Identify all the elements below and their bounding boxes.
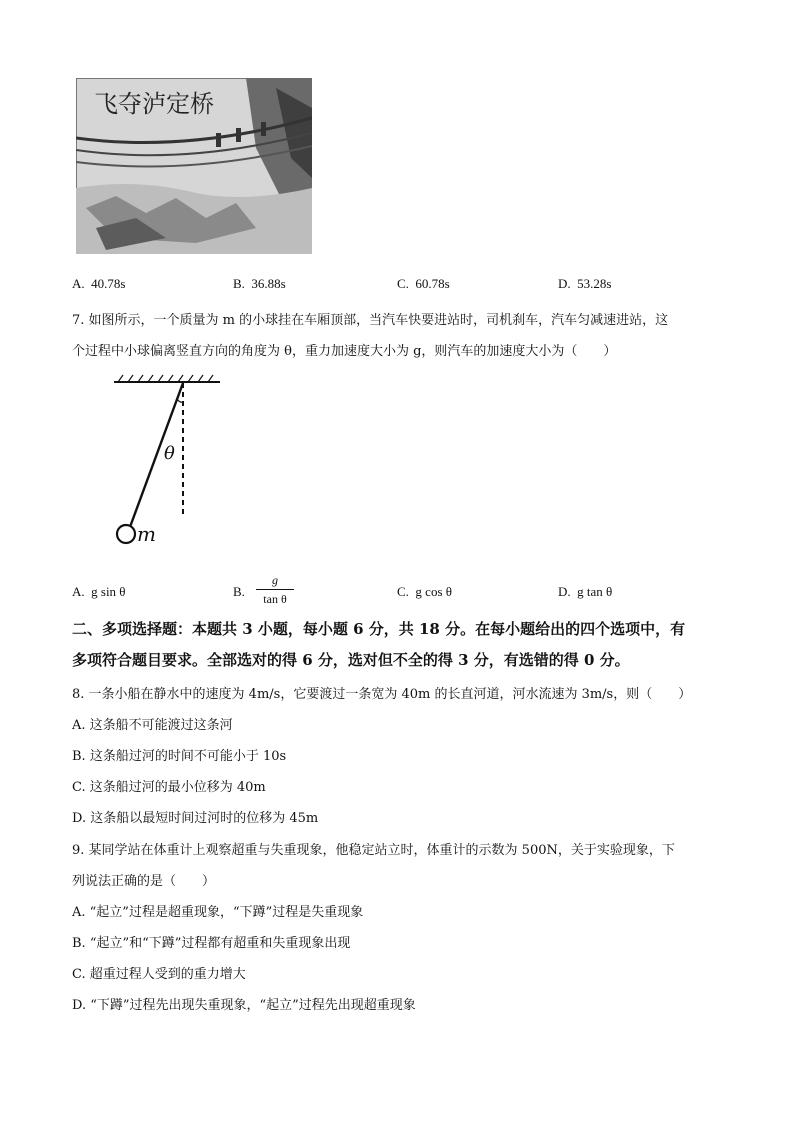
option-text: g sin θ xyxy=(91,584,126,599)
q7-option-b-fraction xyxy=(256,573,294,606)
q7-stem-line2: 个过程中小球偏离竖直方向的角度为 θ，重力加速度大小为 g，则汽车的加速度大小为（ ） xyxy=(72,344,617,359)
q7-option-a xyxy=(72,584,126,600)
option-text: 53.28s xyxy=(577,276,612,291)
q8-stem: 8. 一条小船在静水中的速度为 4m/s，它要渡过一条宽为 40m 的长直河道，河水流速为 3m/s，则（ ） xyxy=(72,687,692,702)
q8-option-b: B. 这条船过河的时间不可能小于 10s xyxy=(72,749,287,764)
fraction-bar xyxy=(256,589,294,590)
q7-option-d xyxy=(558,584,612,600)
q6-option-c xyxy=(397,276,450,292)
option-letter: B. xyxy=(233,276,245,291)
fraction-denominator: tan θ xyxy=(263,592,287,606)
q9-option-d: D. “下蹲”过程先出现失重现象，“起立”过程先出现超重现象 xyxy=(72,998,416,1013)
section2-heading-line2: 多项符合题目要求。全部选对的得 6 分，选对但不全的得 3 分，有选错的得 0 分。 xyxy=(72,651,630,669)
q6-option-d xyxy=(558,276,611,292)
q9-option-a: A. “起立”过程是超重现象，“下蹲”过程是失重现象 xyxy=(72,905,364,920)
option-letter: D. xyxy=(558,276,571,291)
photo-caption: 飞夺泸定桥 xyxy=(94,90,214,118)
option-letter: C. xyxy=(397,584,409,599)
q6-option-b xyxy=(233,276,286,292)
q6-option-a xyxy=(72,276,125,292)
fraction-numerator: g xyxy=(272,573,278,587)
luding-bridge-photo xyxy=(76,78,312,254)
q7-stem-line1: 7. 如图所示，一个质量为 m 的小球挂在车厢顶部，当汽车快要进站时，司机刹车，汽车匀减速进站，这 xyxy=(72,313,669,328)
option-text: 36.88s xyxy=(251,276,286,291)
angle-label: θ xyxy=(164,443,175,464)
option-text: 60.78s xyxy=(415,276,450,291)
q9-stem-line2: 列说法正确的是（ ） xyxy=(72,874,216,889)
option-text: g tan θ xyxy=(577,584,613,599)
section2-heading-line1: 二、多项选择题：本题共 3 小题，每小题 6 分，共 18 分。在每小题给出的四个选项中，有 xyxy=(72,620,686,638)
q8-option-a: A. 这条船不可能渡过这条河 xyxy=(72,718,233,733)
option-letter: A. xyxy=(72,584,85,599)
q9-option-b: B. “起立”和“下蹲”过程都有超重和失重现象出现 xyxy=(72,936,351,951)
q7-option-c xyxy=(397,584,452,600)
q9-option-c: C. 超重过程人受到的重力增大 xyxy=(72,967,246,982)
mass-label: m xyxy=(137,522,156,546)
q9-stem-line1: 9. 某同学站在体重计上观察超重与失重现象，他稳定站立时，体重计的示数为 500N，关于实验现象，下 xyxy=(72,843,675,858)
option-letter: D. xyxy=(558,584,571,599)
pendulum-figure xyxy=(108,374,228,554)
q8-option-d: D. 这条船以最短时间过河时的位移为 45m xyxy=(72,811,319,826)
q8-option-c: C. 这条船过河的最小位移为 40m xyxy=(72,780,266,795)
q7-option-b-letter: B. xyxy=(233,584,245,599)
option-text: g cos θ xyxy=(415,584,452,599)
option-letter: A. xyxy=(72,276,85,291)
option-letter: C. xyxy=(397,276,409,291)
option-text: 40.78s xyxy=(91,276,126,291)
